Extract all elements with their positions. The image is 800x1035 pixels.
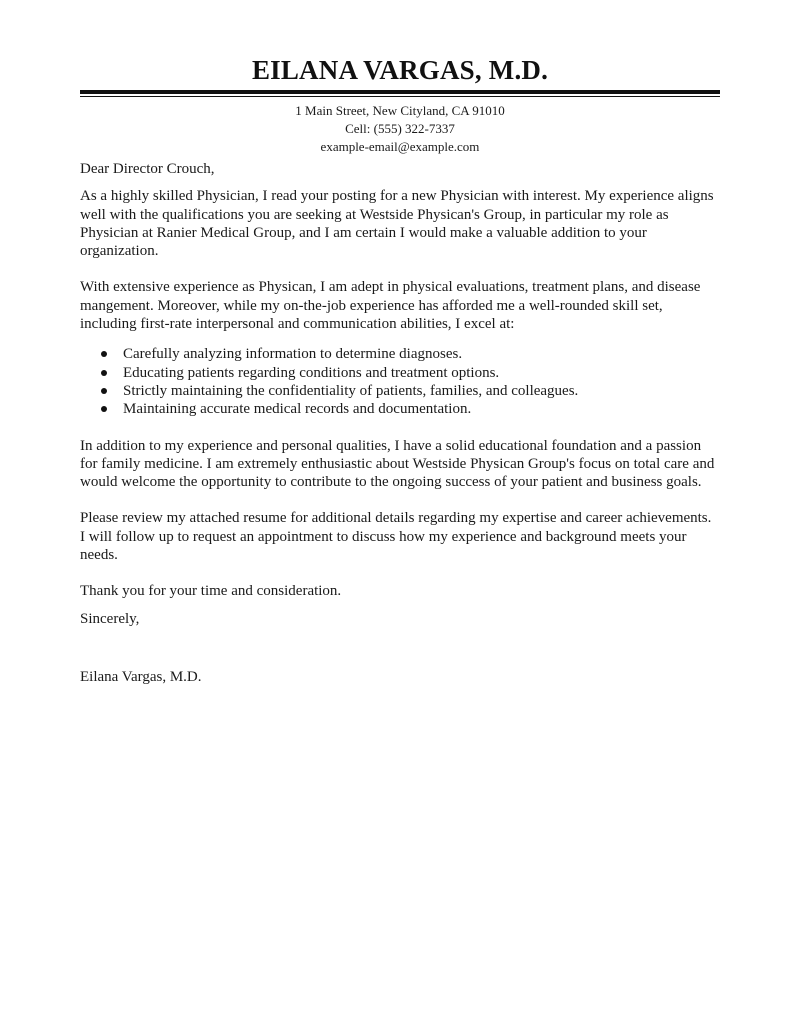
list-item <box>80 400 720 418</box>
paragraph-experience: With extensive experience as Physican, I am adept in physical evaluations, treatment plans, and disease mangement. Moreover, while my on-the-job experience has afforded me a well-rounded skill set, including first-rate interpersonal and communication abilities, I excel at: <box>80 279 701 333</box>
bullet-icon <box>101 406 107 412</box>
bullet-icon <box>101 351 107 357</box>
list-item <box>80 382 720 400</box>
list-item <box>80 364 720 382</box>
signature-name: Eilana Vargas, M.D. <box>80 668 202 685</box>
paragraph-education: In addition to my experience and personal qualities, I have a solid educational foundation and a passion for family medicine. I am extremely enthusiastic about Westside Physican Group's focus on total care and would welcome the opportunity to contribute to the ongoing success of your patient and business goals. <box>80 437 715 491</box>
bullet-icon <box>101 388 107 394</box>
letter-body <box>80 160 720 704</box>
contact-block <box>80 102 720 156</box>
contact-cell: Cell: (555) 322-7337 <box>345 121 455 136</box>
header-rule-thick <box>80 90 720 94</box>
list-item-text: Educating patients regarding conditions and treatment options. <box>123 364 500 381</box>
list-item-text: Maintaining accurate medical records and documentation. <box>123 401 472 418</box>
list-item-text: Strictly maintaining the confidentiality of patients, families, and colleagues. <box>123 382 579 399</box>
header-rule-thin <box>80 96 720 97</box>
contact-email: example-email@example.com <box>320 139 480 154</box>
contact-address: 1 Main Street, New Cityland, CA 91010 <box>295 103 505 118</box>
thanks-line: Thank you for your time and consideration. <box>80 583 342 600</box>
applicant-name-heading: EILANA VARGAS, M.D. <box>251 55 549 85</box>
paragraph-followup: Please review my attached resume for additional details regarding my expertise and career achievements. I will follow up to request an appointment to discuss how my experience and background meets your needs. <box>80 510 712 564</box>
list-item-text: Carefully analyzing information to determine diagnoses. <box>123 346 463 363</box>
bullet-icon <box>101 370 107 376</box>
closing-line: Sincerely, <box>80 610 140 627</box>
paragraph-intro: As a highly skilled Physician, I read your posting for a new Physician with interest. My experience aligns well with the qualifications you are seeking at Westside Physican's Group, in particular my role as Physician at Ranier Medical Group, and I am certain I would make a valuable addition to your organization. <box>80 188 714 260</box>
list-item <box>80 345 720 363</box>
skills-list <box>80 345 720 418</box>
salutation: Dear Director Crouch, <box>80 161 215 177</box>
